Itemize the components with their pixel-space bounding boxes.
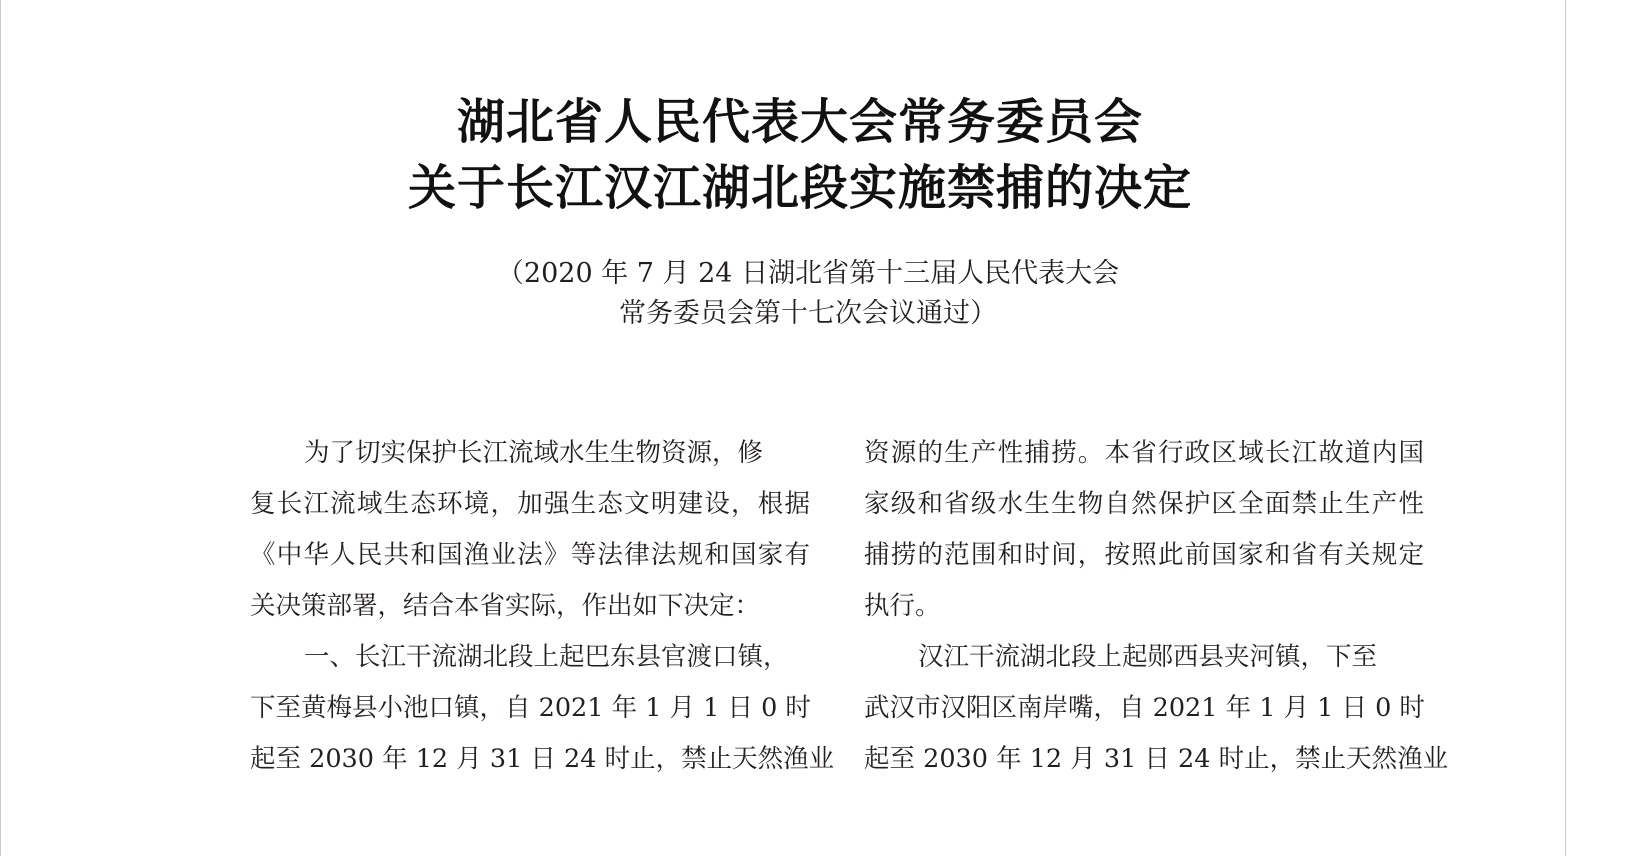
body-line: 一、长江干流湖北段上起巴东县官渡口镇， [304, 642, 789, 672]
adoption-note-line-1: （2020 年 7 月 24 日湖北省第十三届人民代表大会 [496, 258, 1120, 289]
body-line: 起至 2030 年 12 月 31 日 24 时止，禁止天然渔业 [864, 744, 1449, 774]
left-column [250, 428, 835, 785]
document-title-line-1: 湖北省人民代表大会常务委员会 [456, 94, 1143, 150]
body-line: 汉江干流湖北段上起郧西县夹河镇，下至 [918, 642, 1378, 672]
document-title-line-2: 关于长江汉江湖北段实施禁捕的决定 [407, 160, 1192, 216]
right-column [864, 428, 1449, 785]
body-line: 武汉市汉阳区南岸嘴，自 2021 年 1 月 1 日 0 时 [864, 693, 1425, 723]
body-line: 捕捞的范围和时间，按照此前国家和省有关规定 [864, 540, 1424, 570]
body-line: 下至黄梅县小池口镇，自 2021 年 1 月 1 日 0 时 [250, 693, 811, 723]
body-line: 复长江流域生态环境，加强生态文明建设，根据 [250, 489, 810, 519]
body-line: 家级和省级水生生物自然保护区全面禁止生产性 [864, 489, 1424, 519]
body-line: 起至 2030 年 12 月 31 日 24 时止，禁止天然渔业 [250, 744, 835, 774]
adoption-note-line-2: 常务委员会第十七次会议通过） [619, 298, 997, 329]
body-line: 《中华人民共和国渔业法》等法律法规和国家有 [250, 540, 810, 570]
body-line: 关决策部署，结合本省实际，作出如下决定： [250, 591, 761, 621]
body-line: 执行。 [864, 591, 941, 621]
body-line: 资源的生产性捕捞。本省行政区域长江故道内国 [864, 438, 1424, 468]
body-line: 为了切实保护长江流域水生生物资源，修 [304, 438, 764, 468]
